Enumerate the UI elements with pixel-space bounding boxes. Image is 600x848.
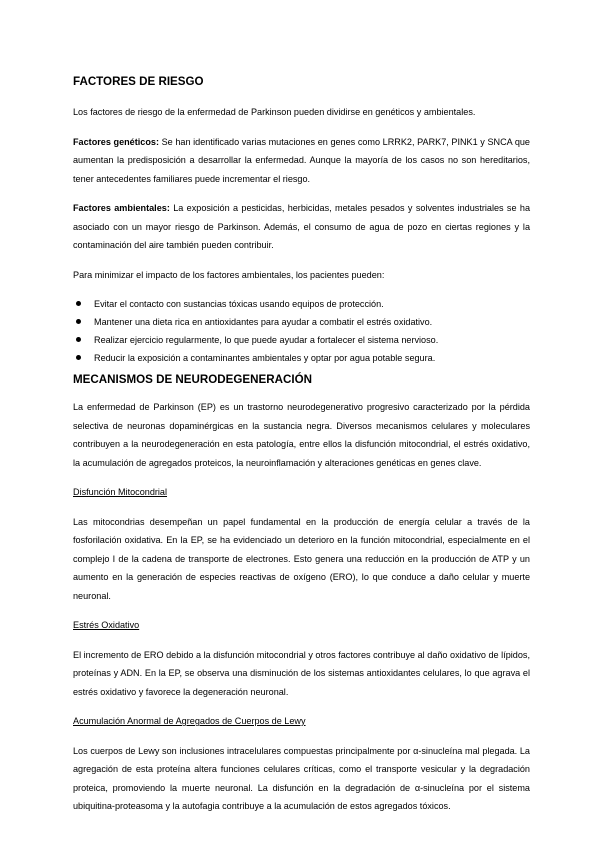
mitochondrial-subheading: Disfunción Mitocondrial (73, 487, 168, 497)
mitochondrial-paragraph: Las mitocondrias desempeñan un papel fundamental en la producción de energía celular a través de la fosforilación oxidativa. En la EP, se ha evidenciado un deterioro en la función mitocondrial, especialmente en el complejo I de la cadena de transporte de electrones. Esto genera una reducción en la producción de ATP y un aumento en la generación de especies reactivas de oxígeno (ERO), lo que conduce a daño celular y muerte neuronal. (73, 516, 530, 601)
list-item: Mantener una dieta rica en antioxidantes para ayudar a combatir el estrés oxidativo. (73, 313, 530, 331)
list-item: Evitar el contacto con sustancias tóxicas usando equipos de protección. (73, 295, 530, 313)
lewy-bodies-subheading: Acumulación Anormal de Agregados de Cuerpos de Lewy (73, 716, 306, 726)
neurodegeneration-heading: MECANISMOS DE NEURODEGENERACIÓN (73, 373, 312, 386)
genetic-factors-label: Factores genéticos: (73, 136, 159, 147)
environmental-factors-label: Factores ambientales: (73, 203, 170, 213)
risk-intro-paragraph: Los factores de riesgo de la enfermedad de Parkinson pueden dividirse en genéticos y ambientales. (73, 107, 476, 117)
prevention-list (73, 295, 530, 367)
list-item: Realizar ejercicio regularmente, lo que puede ayudar a fortalecer el sistema nervioso. (73, 331, 530, 349)
environmental-factors-text: La exposición a pesticidas, herbicidas, metales pesados y solventes industriales se ha asociado con un mayor riesgo de Parkinson. Además, el consumo de agua de pozo en ciertas regiones y la contaminación del aire también pueden contribuir. (73, 203, 531, 250)
environmental-factors-paragraph (73, 199, 530, 255)
oxidative-stress-paragraph: El incremento de ERO debido a la disfunción mitocondrial y otros factores contribuye al daño oxidativo de lípidos, proteínas y ADN. En la EP, se observa una disminución de los sistemas antioxidantes celulares, lo que agrava el estrés oxidativo y favorece la degeneración neuronal. (73, 649, 530, 697)
mechanisms-intro-paragraph: La enfermedad de Parkinson (EP) es un trastorno neurodegenerativo progresivo caracterizado por la pérdida selectiva de neuronas dopaminérgicas en la sustancia negra. Diversos mecanismos celulares y moleculares contribuyen a la neurodegeneración en esta patología, entre ellos la disfunción mitocondrial, el estrés oxidativo, la acumulación de agregados proteicos, la neuroinflamación y alteraciones genéticas en genes clave. (73, 402, 530, 468)
document-body (73, 74, 530, 827)
lewy-bodies-paragraph: Los cuerpos de Lewy son inclusiones intracelulares compuestas principalmente por α-sinucleína mal plegada. La agregación de esta proteína altera funciones celulares críticas, como el transporte vesicular y la degradación proteica, promoviendo la muerte neuronal. La disfunción en la degradación de α-sinucleína por el sistema ubiquitina-proteasoma y la autofagia contribuye a la acumulación de estos agregados tóxicos. (73, 745, 530, 811)
genetic-factors-text: Se han identificado varias mutaciones en genes como LRRK2, PARK7, PINK1 y SNCA que aumentan la predisposición a desarrollar la enfermedad. Aunque la mayoría de los casos no son hereditarios, tener antecedentes familiares puede incrementar el riesgo. (73, 136, 530, 184)
risk-factors-heading: FACTORES DE RIESGO (73, 75, 204, 88)
list-item: Reducir la exposición a contaminantes ambientales y optar por agua potable segura. (73, 349, 530, 367)
oxidative-stress-subheading: Estrés Oxidativo (73, 620, 140, 630)
genetic-factors-paragraph (73, 133, 530, 189)
minimize-intro-paragraph: Para minimizar el impacto de los factores ambientales, los pacientes pueden: (73, 269, 385, 280)
